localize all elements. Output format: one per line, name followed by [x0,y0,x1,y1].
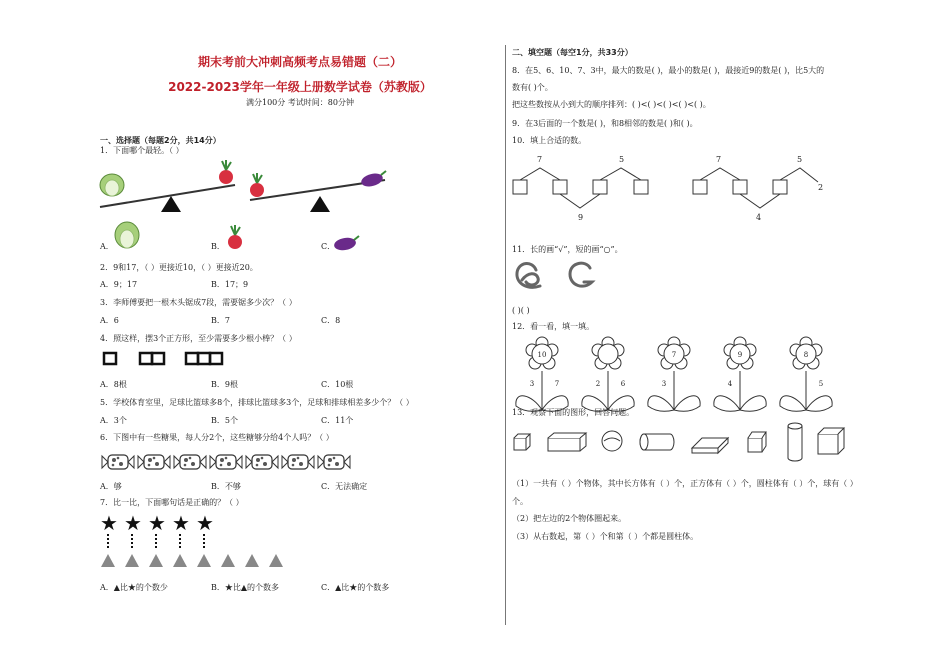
flower2-right: 6 [620,380,626,388]
exam-info: 满分100分 考试时间：80分钟 [246,98,354,107]
q8-line3: 把这些数按从小到大的顺序排列：( )<( )<( )<( )<( )。 [512,100,711,109]
q10-d2-top-right: 5 [797,155,803,164]
q1-balance-figure [95,160,395,280]
flower3-left: 3 [661,380,667,388]
star-icon: ★ [100,511,118,535]
flower3-top: 7 [671,351,677,359]
candy-icon [138,455,170,469]
cuboid-icon-1 [548,433,586,451]
q12-flowers-figure [512,334,852,400]
q7-option-c[interactable]: C．▲比★的个数多 [321,583,390,592]
q2-stem: 2．9和17，（ ）更接近10，（ ）更接近20。 [100,263,258,272]
star-row [100,511,214,535]
star-icon: ★ [124,511,142,535]
flower5-top: 8 [803,351,809,359]
q10-d2-right: 2 [818,183,824,192]
q7-stars-triangles-figure [100,512,300,574]
q5-option-b[interactable]: B．5个 [211,416,238,425]
q4-option-a[interactable]: A．8根 [100,380,127,389]
q10-d1-bottom: 9 [578,213,584,222]
flower2-left: 2 [595,380,601,388]
q3-option-b[interactable]: B．7 [211,316,230,325]
q10-d2-top-left: 7 [716,155,722,164]
exam-title: 期末考前大冲刺高频考点易错题（二） [197,55,402,69]
flower-2 [582,337,634,411]
triangle-icon [149,554,163,567]
q11-stem: 11．长的画“√”，短的画“○”。 [512,245,623,254]
long-rope-icon [517,264,540,288]
q13-stem: 13．观察下面的图形，回答问题。 [512,408,635,417]
q6-option-c[interactable]: C．无法确定 [321,482,368,491]
cylinder-icon-2 [788,423,802,461]
eggplant-icon [360,171,386,189]
short-rope-icon [570,263,592,286]
eggplant-icon [333,236,359,252]
q2-option-a[interactable]: A．9；17 [100,280,138,289]
cabbage-icon [115,222,139,248]
triangle-icon [101,554,115,567]
flower4-left: 4 [727,380,733,388]
triangle-icon [269,554,283,567]
flower4-top: 9 [737,351,743,359]
star-icon: ★ [172,511,190,535]
q10-stem: 10．填上合适的数。 [512,136,587,145]
q1-option-a[interactable]: A． [100,242,114,251]
q7-stem: 7．比一比，下面哪句话是正确的？（ ） [100,498,244,507]
exam-subtitle-year: 2022-2023学年一年级上册数学试卷（苏教版） [168,80,432,94]
q1-stem: 1．下面哪个最轻。（ ） [100,146,184,155]
q6-option-a[interactable]: A．够 [100,482,122,491]
q5-option-c[interactable]: C．11个 [321,416,354,425]
cuboid-icon-2 [692,438,728,453]
q13-part3: （3）从右数起，第（ ）个和第（ ）个都是圆柱体。 [512,532,699,541]
q4-squares-figure [100,350,240,370]
q13-solids-figure [512,420,852,470]
radish-icon [228,225,242,249]
q6-candies-figure [100,450,370,474]
q7-option-a[interactable]: A．▲比★的个数少 [100,583,168,592]
q6-option-b[interactable]: B．不够 [211,482,241,491]
q2-option-b[interactable]: B．17；9 [211,280,249,289]
triangle-icon [221,554,235,567]
triangle-icon [125,554,139,567]
candy-icon [318,455,350,469]
flower-1 [516,337,568,411]
q1-option-c[interactable]: C． [321,242,336,251]
candy-icon [210,455,242,469]
q5-stem: 5．学校体育室里，足球比篮球多8个，排球比篮球多3个，足球和排球相差多少个？（ ） [100,398,414,407]
triangle-icon [245,554,259,567]
q11-answer-blanks[interactable]: ( )( ) [512,306,530,315]
q12-stem: 12．看一看，填一填。 [512,322,595,331]
q13-part2: （2）把左边的2个物体圈起来。 [512,514,627,523]
q4-stem: 4．照这样，摆3个正方形，至少需要多少根小棒？（ ） [100,334,297,343]
q10-d2-bottom: 4 [756,213,762,222]
q8-line1: 8．在5、6、10、7、3中，最大的数是( )，最小的数是( )，最接近9的数是( )，比5大的 [512,66,825,75]
flower1-right: 7 [554,380,560,388]
flower1-left: 3 [529,380,535,388]
q4-option-c[interactable]: C．10根 [321,380,354,389]
flower-4 [714,337,766,411]
q10-number-diagrams [510,150,840,230]
column-divider [505,45,506,625]
q3-option-c[interactable]: C．8 [321,316,341,325]
section2-heading: 二、填空题（每空1分，共33分） [512,48,633,57]
cube-icon-1 [514,434,530,450]
triangle-icon [173,554,187,567]
cylinder-icon-1 [640,434,674,450]
sphere-icon [602,431,622,451]
radish-icon [219,160,233,184]
cabbage-icon [100,174,124,196]
radish-icon [250,173,264,197]
flower5-right: 5 [818,380,824,388]
candy-icon [246,455,278,469]
cube-icon-3 [818,428,844,454]
flower-5 [780,337,832,411]
q13-part1-cont: 个。 [512,497,528,506]
candy-icon [102,455,134,469]
q8-line2: 数有( )个。 [512,83,553,92]
flower1-top: 10 [537,351,547,359]
triangle-icon [197,554,211,567]
q3-option-a[interactable]: A．6 [100,316,119,325]
star-icon: ★ [148,511,166,535]
q9-stem: 9．在3后面的一个数是( )，和8相邻的数是( )和( )。 [512,119,698,128]
q4-option-b[interactable]: B．9根 [211,380,238,389]
q13-part1: （1）一共有（ ）个物体，其中长方体有（ ）个，正方体有（ ）个，圆柱体有（ ）个，球有（ ） [512,479,858,488]
candy-icon [282,455,314,469]
star-icon: ★ [196,511,214,535]
candy-icon [174,455,206,469]
q5-option-a[interactable]: A．3个 [100,416,127,425]
q1-option-b[interactable]: B． [211,242,225,251]
q11-ropes-figure [512,258,612,298]
section1-heading: 一、选择题（每题2分，共14分） [100,136,221,145]
cube-icon-2 [748,432,766,452]
q6-stem: 6．下图中有一些糖果，每人分2个，这些糖够分给4个人吗？（ ） [100,433,334,442]
q10-d1-top-left: 7 [537,155,543,164]
q3-stem: 3．李师傅要把一根木头锯成7段，需要锯多少次？（ ） [100,298,297,307]
q10-d1-top-right: 5 [619,155,625,164]
q7-option-b[interactable]: B．★比▲的个数多 [211,583,280,592]
flower-3 [648,337,700,411]
